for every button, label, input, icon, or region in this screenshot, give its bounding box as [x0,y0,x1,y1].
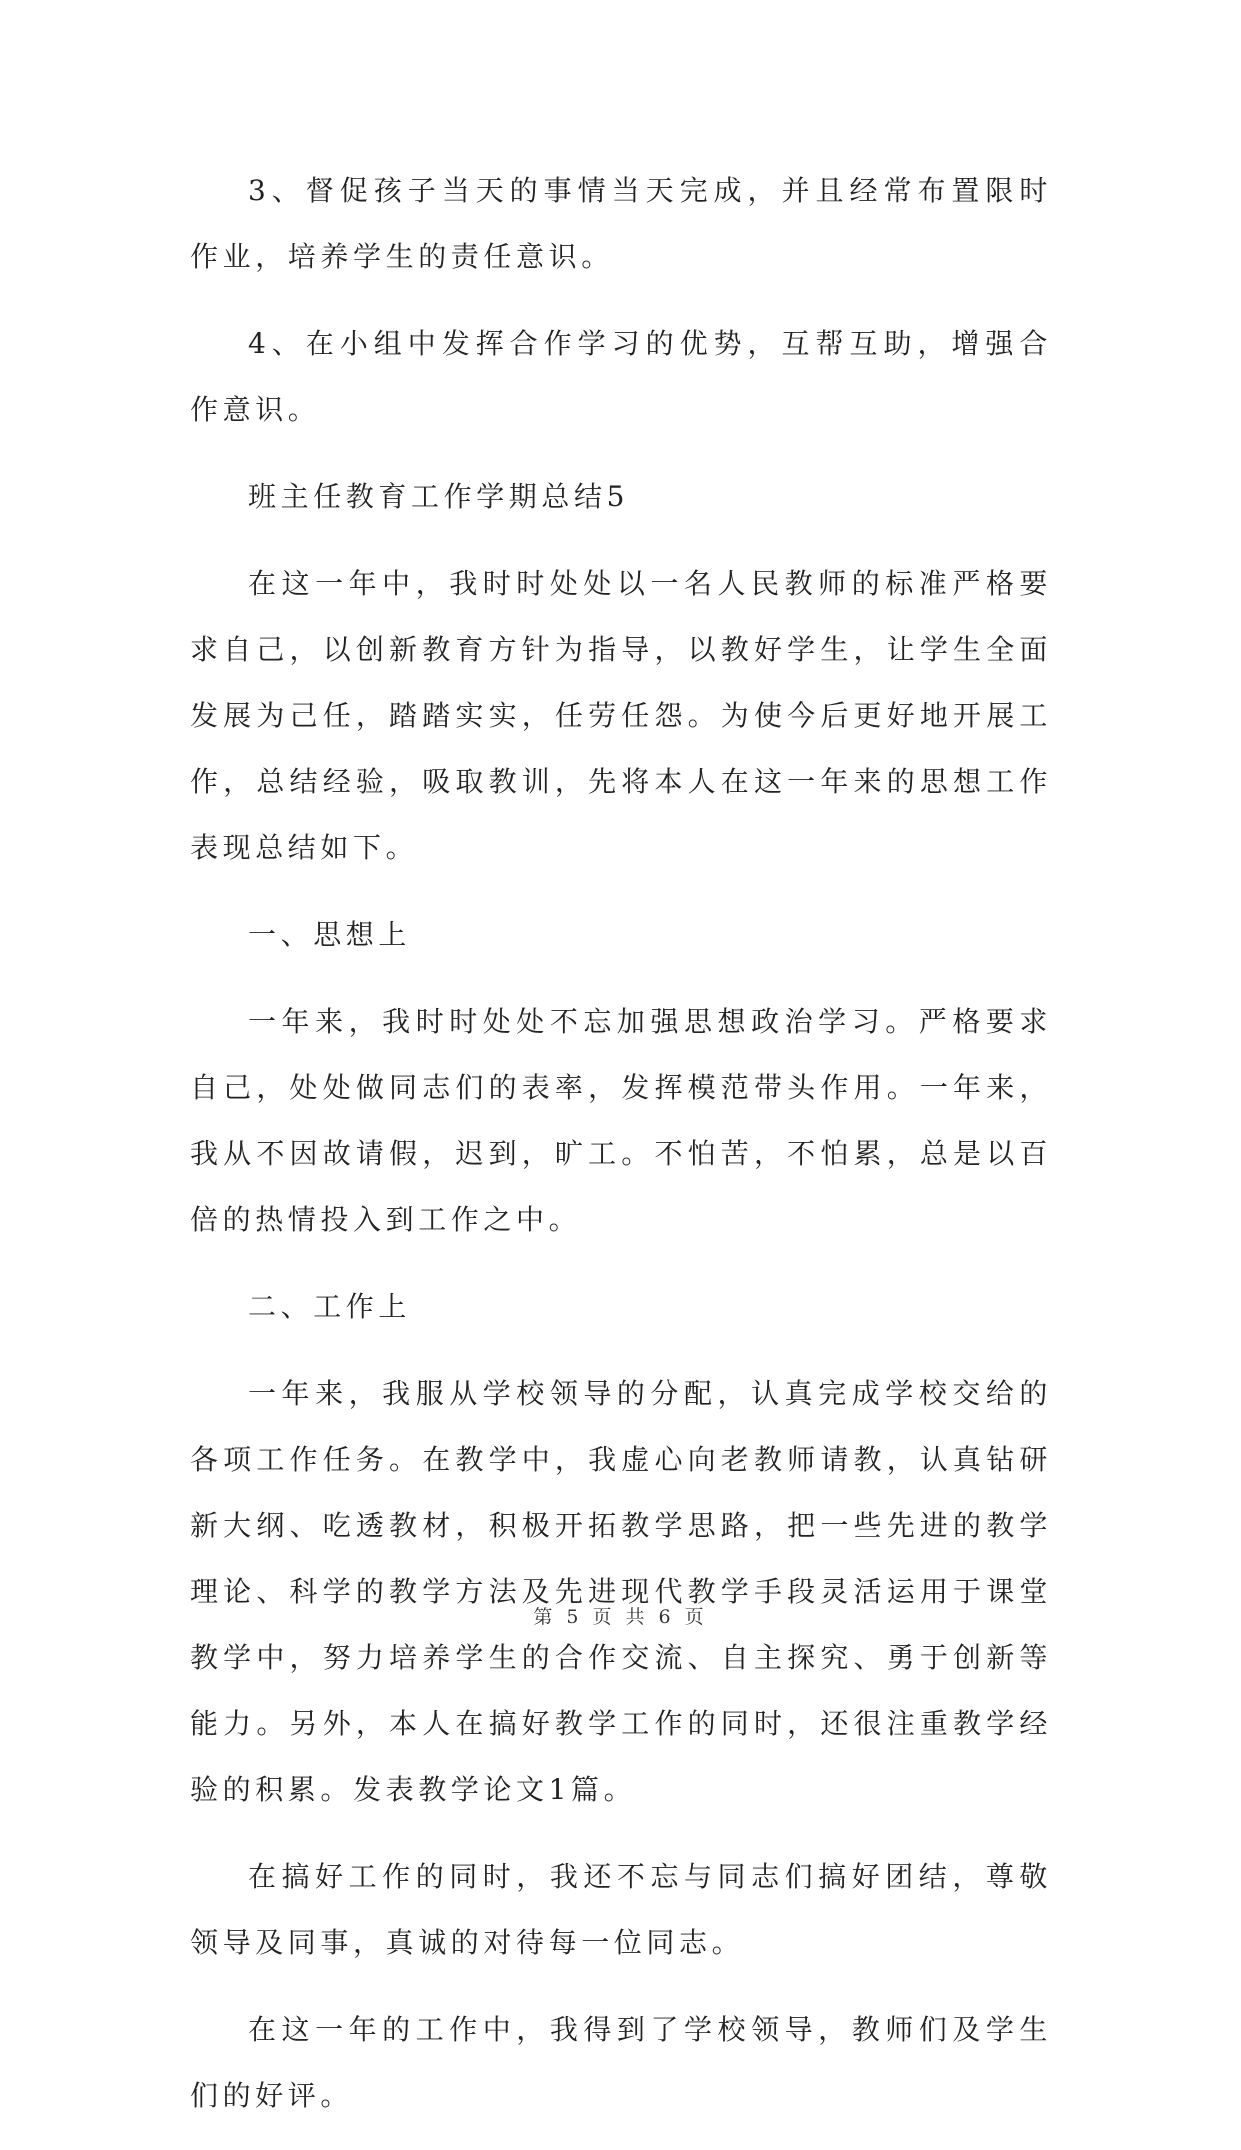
paragraph-evaluation: 在这一年的工作中，我得到了学校领导，教师们及学生们的好评。 [190,2013,1052,2112]
document-body [190,158,1052,2150]
paragraph-work: 一年来，我服从学校领导的分配，认真完成学校交给的各项工作任务。在教学中，我虚心向老教师请教，认真钻研新大纲、吃透教材，积极开拓教学思路，把一些先进的教学理论、科学的教学方法及先进现代教学手段灵活运用于课堂教学中，努力培养学生的合作交流、自主探究、勇于创新等能力。另外，本人在搞好教学工作的同时，还很注重教学经验的积累。发表教学论文1篇。 [190,1377,1052,1806]
paragraph-ideology: 一年来，我时时处处不忘加强思想政治学习。严格要求自己，处处做同志们的表率，发挥模范带头作用。一年来，我从不因故请假，迟到，旷工。不怕苦，不怕累，总是以百倍的热情投入到工作之中。 [190,1005,1052,1236]
heading-ideology: 一、思想上 [248,918,412,951]
paragraph-item-4: 4、在小组中发挥合作学习的优势，互帮互助，增强合作意识。 [190,327,1052,426]
paragraph-intro: 在这一年中，我时时处处以一名人民教师的标准严格要求自己，以创新教育方针为指导，以教好学生，让学生全面发展为己任，踏踏实实，任劳任怨。为使今后更好地开展工作，总结经验，吸取教训，先将本人在这一年来的思想工作表现总结如下。 [190,567,1052,864]
page-number-footer: 第 5 页 共 6 页 [533,1606,708,1628]
paragraph-unity: 在搞好工作的同时，我还不忘与同志们搞好团结，尊敬领导及同事，真诚的对待每一位同志。 [190,1860,1052,1959]
heading-work: 二、工作上 [248,1290,412,1323]
section-title: 班主任教育工作学期总结5 [248,480,630,513]
paragraph-item-3: 3、督促孩子当天的事情当天完成，并且经常布置限时作业，培养学生的责任意识。 [190,174,1052,273]
